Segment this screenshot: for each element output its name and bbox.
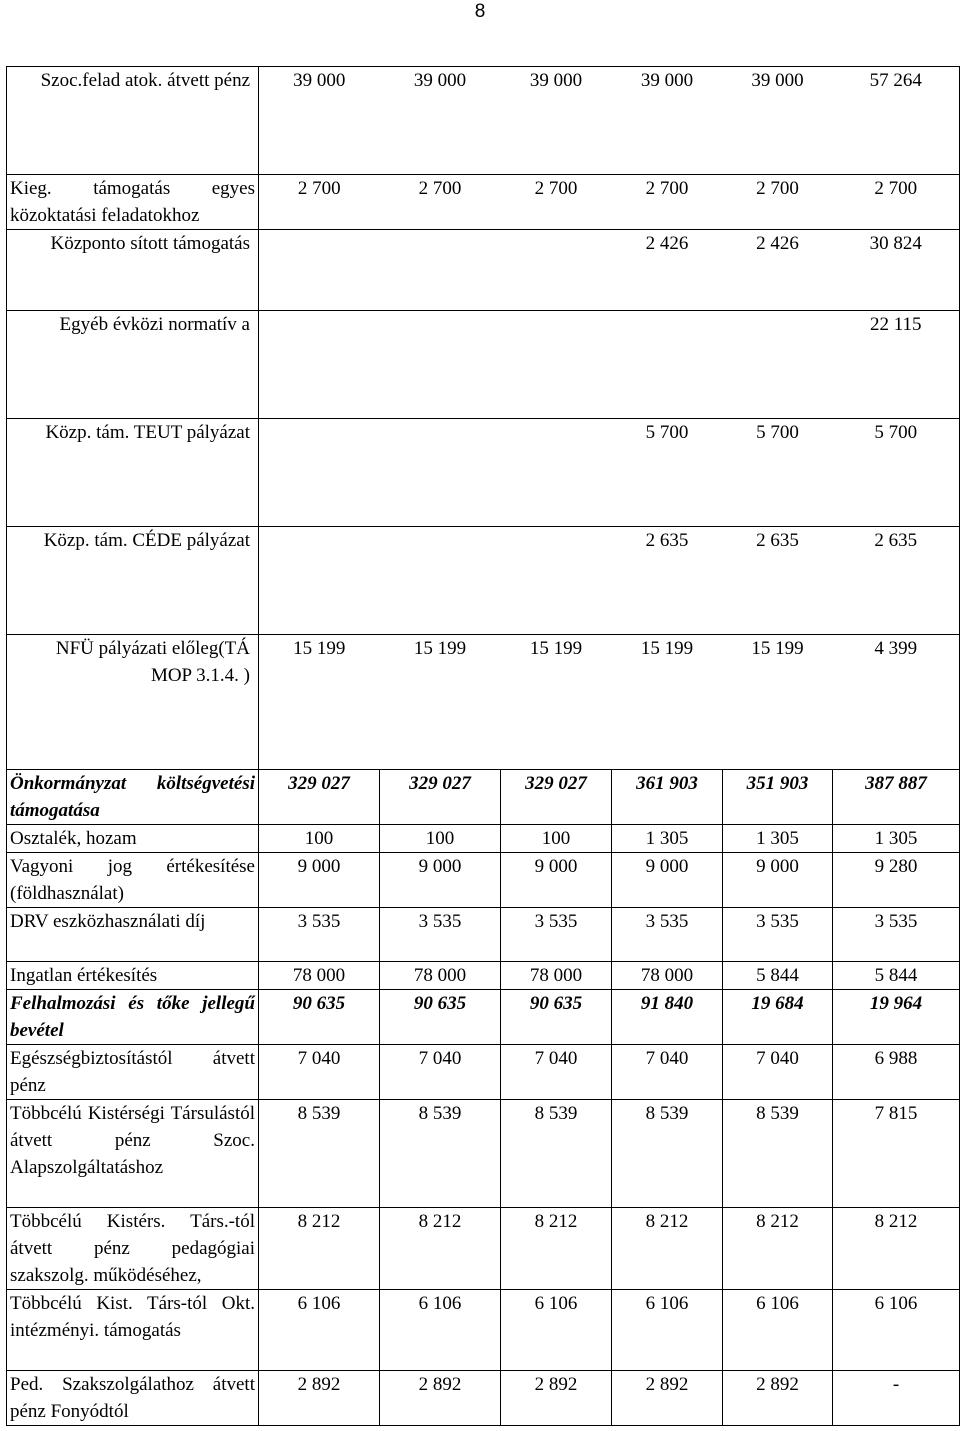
value-cell-year-6: 5 844 [833,962,960,990]
value-cell-year-5: 19 684 [723,990,833,1045]
value-cell-year-3: 2 700 [501,175,612,230]
value-cell-year-2: 78 000 [380,962,501,990]
value-cell-year-2: 7 040 [380,1045,501,1100]
value-cell-year-4: 2 635 [612,527,723,635]
value-cell-year-5: 8 539 [723,1100,833,1208]
value-cell-year-2 [380,527,501,635]
value-cell-year-1: 329 027 [259,770,380,825]
value-cell-year-2: 3 535 [380,908,501,962]
value-cell-year-5: 2 892 [723,1371,833,1426]
value-cell-year-5: 15 199 [723,635,833,770]
row-label: Egészségbiztosítástól átvett pénz [7,1045,259,1100]
value-cell-year-6: 4 399 [833,635,960,770]
value-cell-year-3: 9 000 [501,853,612,908]
table-row [7,962,960,990]
value-cell-year-4: 5 700 [612,419,723,527]
value-cell-year-3 [501,311,612,419]
value-cell-year-4: 15 199 [612,635,723,770]
value-cell-year-6: 3 535 [833,908,960,962]
value-cell-year-5: 7 040 [723,1045,833,1100]
value-cell-year-1: 90 635 [259,990,380,1045]
value-cell-year-6: - [833,1371,960,1426]
value-cell-year-4: 78 000 [612,962,723,990]
value-cell-year-6: 57 264 [833,67,960,175]
value-cell-year-3: 90 635 [501,990,612,1045]
value-cell-year-2: 6 106 [380,1290,501,1371]
table-row [7,1208,960,1290]
value-cell-year-6: 387 887 [833,770,960,825]
row-label: Szoc.felad atok. átvett pénz [7,67,259,175]
value-cell-year-3: 78 000 [501,962,612,990]
table-row [7,770,960,825]
value-cell-year-6: 9 280 [833,853,960,908]
value-cell-year-6: 6 106 [833,1290,960,1371]
value-cell-year-1 [259,419,380,527]
row-label: Vagyoni jog értékesítése (földhasználat) [7,853,259,908]
value-cell-year-4: 39 000 [612,67,723,175]
value-cell-year-5: 351 903 [723,770,833,825]
value-cell-year-2 [380,311,501,419]
value-cell-year-5: 5 844 [723,962,833,990]
value-cell-year-6: 8 212 [833,1208,960,1290]
row-label: Osztalék, hozam [7,825,259,853]
value-cell-year-4: 361 903 [612,770,723,825]
value-cell-year-2 [380,419,501,527]
value-cell-year-1: 3 535 [259,908,380,962]
value-cell-year-4: 9 000 [612,853,723,908]
row-label: Közp. tám. CÉDE pályázat [7,527,259,635]
value-cell-year-3 [501,230,612,311]
row-label: Többcélú Kist. Társ-tól Okt. intézményi. támogatás [7,1290,259,1371]
value-cell-year-3: 8 539 [501,1100,612,1208]
value-cell-year-4: 3 535 [612,908,723,962]
row-label: Többcélú Kistérs. Társ.-tól átvett pénz pedagógiai szakszolg. működéséhez, [7,1208,259,1290]
value-cell-year-2: 15 199 [380,635,501,770]
value-cell-year-6: 19 964 [833,990,960,1045]
value-cell-year-1 [259,311,380,419]
table-row [7,635,960,770]
row-label: NFÜ pályázati előleg(TÁ MOP 3.1.4. ) [7,635,259,770]
value-cell-year-3: 8 212 [501,1208,612,1290]
value-cell-year-1: 39 000 [259,67,380,175]
value-cell-year-2: 90 635 [380,990,501,1045]
value-cell-year-6: 22 115 [833,311,960,419]
value-cell-year-1: 100 [259,825,380,853]
row-label: DRV eszközhasználati díj [7,908,259,962]
value-cell-year-3: 3 535 [501,908,612,962]
value-cell-year-3 [501,527,612,635]
value-cell-year-3: 100 [501,825,612,853]
row-label: Központo sított támogatás [7,230,259,311]
value-cell-year-4: 1 305 [612,825,723,853]
table-row [7,1371,960,1426]
table-row [7,990,960,1045]
row-label: Ped. Szakszolgálathoz átvett pénz Fonyódtól [7,1371,259,1426]
row-label: Kieg. támogatás egyes közoktatási feladatokhoz [7,175,259,230]
value-cell-year-4: 8 539 [612,1100,723,1208]
value-cell-year-1: 8 212 [259,1208,380,1290]
value-cell-year-5: 1 305 [723,825,833,853]
value-cell-year-6: 1 305 [833,825,960,853]
value-cell-year-1: 6 106 [259,1290,380,1371]
table-row [7,853,960,908]
value-cell-year-4: 91 840 [612,990,723,1045]
table-row [7,230,960,311]
value-cell-year-3: 6 106 [501,1290,612,1371]
value-cell-year-3: 2 892 [501,1371,612,1426]
value-cell-year-1: 15 199 [259,635,380,770]
value-cell-year-1: 2 892 [259,1371,380,1426]
value-cell-year-4: 2 892 [612,1371,723,1426]
value-cell-year-2: 8 212 [380,1208,501,1290]
value-cell-year-4: 2 426 [612,230,723,311]
value-cell-year-5: 2 700 [723,175,833,230]
table-row [7,419,960,527]
row-label: Önkormányzat költségvetési támogatása [7,770,259,825]
value-cell-year-5: 39 000 [723,67,833,175]
value-cell-year-2: 329 027 [380,770,501,825]
value-cell-year-4: 6 106 [612,1290,723,1371]
value-cell-year-2: 8 539 [380,1100,501,1208]
value-cell-year-6: 2 700 [833,175,960,230]
value-cell-year-1: 2 700 [259,175,380,230]
row-label: Többcélú Kistérségi Társulástól átvett pénz Szoc. Alapszolgáltatáshoz [7,1100,259,1208]
value-cell-year-3: 39 000 [501,67,612,175]
value-cell-year-3 [501,419,612,527]
value-cell-year-3: 15 199 [501,635,612,770]
table-row [7,1045,960,1100]
value-cell-year-3: 329 027 [501,770,612,825]
value-cell-year-2: 39 000 [380,67,501,175]
value-cell-year-3: 7 040 [501,1045,612,1100]
value-cell-year-4: 7 040 [612,1045,723,1100]
table-row [7,527,960,635]
value-cell-year-6: 6 988 [833,1045,960,1100]
value-cell-year-5: 5 700 [723,419,833,527]
value-cell-year-4 [612,311,723,419]
value-cell-year-6: 7 815 [833,1100,960,1208]
row-label: Közp. tám. TEUT pályázat [7,419,259,527]
value-cell-year-1: 7 040 [259,1045,380,1100]
row-label: Egyéb évközi normatív a [7,311,259,419]
value-cell-year-1: 9 000 [259,853,380,908]
value-cell-year-5: 9 000 [723,853,833,908]
value-cell-year-5: 8 212 [723,1208,833,1290]
value-cell-year-6: 2 635 [833,527,960,635]
value-cell-year-6: 30 824 [833,230,960,311]
table-row [7,1290,960,1371]
value-cell-year-5: 6 106 [723,1290,833,1371]
value-cell-year-1 [259,230,380,311]
value-cell-year-5: 2 635 [723,527,833,635]
value-cell-year-2: 9 000 [380,853,501,908]
table-row [7,311,960,419]
table-row [7,175,960,230]
value-cell-year-4: 2 700 [612,175,723,230]
row-label: Felhalmozási és tőke jellegű bevétel [7,990,259,1045]
page-number: 8 [474,1,486,22]
value-cell-year-1: 8 539 [259,1100,380,1208]
value-cell-year-5: 3 535 [723,908,833,962]
value-cell-year-5: 2 426 [723,230,833,311]
table-row [7,825,960,853]
value-cell-year-2: 2 892 [380,1371,501,1426]
value-cell-year-5 [723,311,833,419]
value-cell-year-1: 78 000 [259,962,380,990]
value-cell-year-6: 5 700 [833,419,960,527]
table-row [7,908,960,962]
value-cell-year-2: 100 [380,825,501,853]
table-row [7,1100,960,1208]
table-row [7,67,960,175]
row-label: Ingatlan értékesítés [7,962,259,990]
value-cell-year-4: 8 212 [612,1208,723,1290]
value-cell-year-1 [259,527,380,635]
value-cell-year-2: 2 700 [380,175,501,230]
value-cell-year-2 [380,230,501,311]
budget-table [6,66,959,1426]
